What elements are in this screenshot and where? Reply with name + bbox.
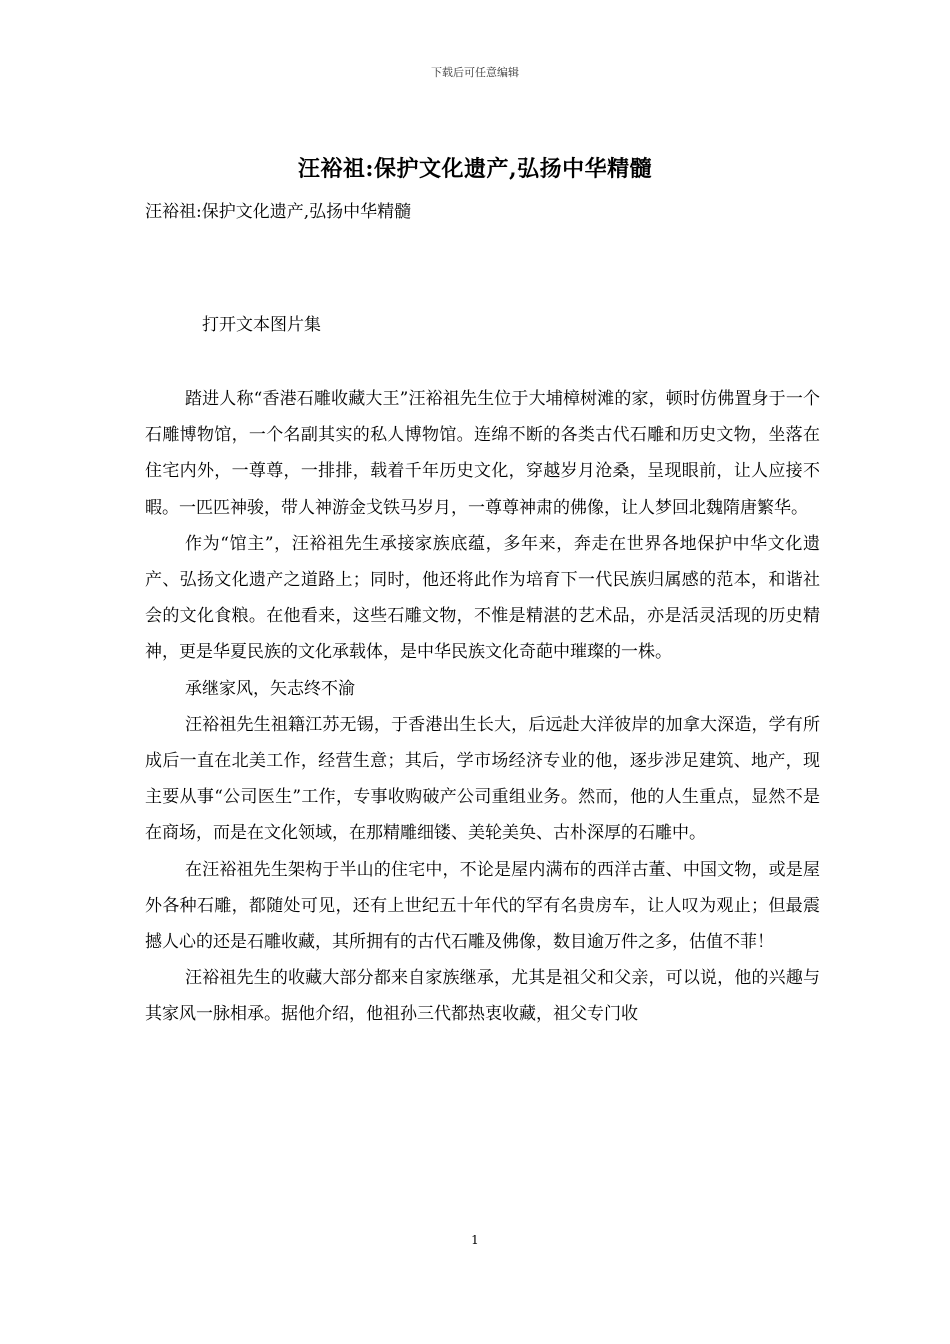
open-image-gallery-link[interactable]: 打开文本图片集 <box>202 315 321 335</box>
paragraph: 在汪裕祖先生架构于半山的住宅中，不论是屋内满布的西洋古董、中国文物，或是屋外各种石雕，都随处可见，还有上世纪五十年代的罕有名贵房车，让人叹为观止；但最震撼人心的还是石雕收藏，其所拥有的古代石雕及佛像，数目逾万件之多，估值不菲！ <box>145 859 820 953</box>
paragraph: 汪裕祖先生的收藏大部分都来自家族继承，尤其是祖父和父亲，可以说，他的兴趣与其家风一脉相承。据他介绍，他祖孙三代都热衷收藏，祖父专门收 <box>145 968 820 1025</box>
article-body <box>145 381 820 1033</box>
header-note: 下载后可任意编辑 <box>431 66 519 79</box>
paragraph: 踏进人称“香港石雕收藏大王”汪裕祖先生位于大埔樟树滩的家，顿时仿佛置身于一个石雕博物馆，一个名副其实的私人博物馆。连绵不断的各类古代石雕和历史文物，坐落在住宅内外，一尊尊，一排排，载着千年历史文化，穿越岁月沧桑，呈现眼前，让人应接不暇。一匹匹神骏，带人神游金戈铁马岁月，一尊尊神肃的佛像，让人梦回北魏隋唐繁华。 <box>145 389 820 518</box>
paragraph: 作为“馆主”，汪裕祖先生承接家族底蕴，多年来，奔走在世界各地保护中华文化遗产、弘扬文化遗产之道路上；同时，他还将此作为培育下一代民族归属感的范本，和谐社会的文化食粮。在他看来，这些石雕文物，不惟是精湛的艺术品，亦是活灵活现的历史精神，更是华夏民族的文化承载体，是中华民族文化奇葩中璀璨的一株。 <box>145 533 820 663</box>
article-title: 汪裕祖:保护文化遗产,弘扬中华精髓 <box>297 156 653 182</box>
page-number: 1 <box>471 1233 479 1247</box>
article-subtitle: 汪裕祖:保护文化遗产,弘扬中华精髓 <box>145 202 412 222</box>
section-heading: 承继家风，矢志终不渝 <box>185 678 355 699</box>
paragraph: 汪裕祖先生祖籍江苏无锡，于香港出生长大，后远赴大洋彼岸的加拿大深造，学有所成后一直在北美工作，经营生意；其后，学市场经济专业的他，逐步涉足建筑、地产，现主要从事“公司医生”工作，专事收购破产公司重组业务。然而，他的人生重点，显然不是在商场，而是在文化领域，在那精雕细镂、美轮美奂、古朴深厚的石雕中。 <box>145 714 820 844</box>
